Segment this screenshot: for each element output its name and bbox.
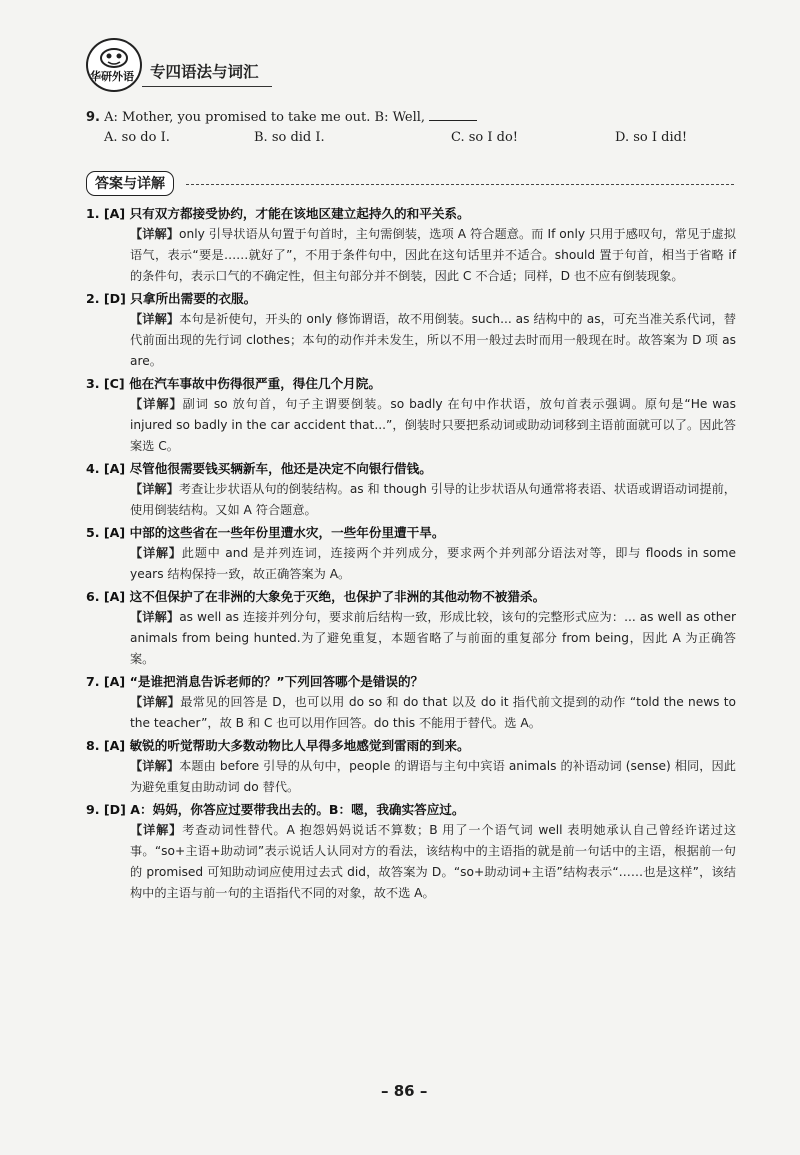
option-a: A. so do I. [104, 130, 170, 145]
detail-text: 此题中 and 是并列连词，连接两个并列成分，要求两个并列部分语法对等，即与 floods in some years 结构保持一致，故正确答案为 A。 [130, 546, 736, 581]
answer-item [86, 672, 736, 734]
detail-text: 最常见的回答是 D，也可以用 do so 和 do that 以及 do it 指代前文提到的动作 “told the news to the teacher”，故 B 和 C 也可以用作回答。do this 不能用于替代。选 A。 [130, 695, 736, 730]
answer-item [86, 587, 736, 670]
detail-tag: 【详解】 [130, 482, 179, 496]
detail-tag: 【详解】 [130, 312, 180, 326]
detail-tag: 【详解】 [130, 546, 182, 560]
answer-heading: 2. [D] 只拿所出需要的衣服。 [86, 291, 257, 306]
detail-tag: 【详解】 [130, 610, 180, 624]
answer-heading: 6. [A] 这不但保护了在非洲的大象免于灭绝，也保护了非洲的其他动物不被猎杀。 [86, 589, 546, 604]
detail-tag: 【详解】 [130, 227, 180, 241]
answer-explanation [130, 394, 736, 457]
answer-heading: 4. [A] 尽管他很需要钱买辆新车，他还是决定不向银行借钱。 [86, 461, 432, 476]
answer-item [86, 800, 736, 904]
detail-tag: 【详解】 [130, 823, 183, 837]
question-text: A: Mother, you promised to take me out. B: Well, [104, 110, 426, 125]
answer-explanation [130, 820, 736, 904]
answer-explanation [130, 756, 736, 798]
detail-text: 本句是祈使句，开头的 only 修饰谓语，故不用倒装。such... as 结构中的 as，可充当准关系代词，替代前面出现的先行词 clothes；本句的动作并未发生，所以不用一般过去时而用一般现在时。故答案为 D 项 as are。 [130, 312, 736, 368]
section-divider [186, 184, 734, 185]
answer-explanation [130, 692, 736, 734]
answer-explanation [130, 224, 736, 287]
detail-tag: 【详解】 [130, 759, 180, 773]
answer-heading: 1. [A] 只有双方都接受协约，才能在该地区建立起持久的和平关系。 [86, 206, 470, 221]
page-header-title: 专四语法与词汇 [150, 63, 259, 81]
option-d: D. so I did! [615, 130, 688, 145]
detail-text: 考查动词性替代。A 抱怨妈妈说话不算数；B 用了一个语气词 well 表明她承认自己曾经许诺过这事。“so+主语+助动词”表示说话人认同对方的看法，该结构中的主语指的就是前一句话中的主语，根据前一句的 promised 可知助动词应使用过去式 did，故答案为 D。“so+助动词+主语”结构表示“……也是这样”，该结构中的主语与前一句的主语指代不同的对象，故不选 A。 [130, 823, 737, 900]
logo-text: 华研外语 [90, 70, 134, 83]
detail-text: 本题由 before 引导的从句中，people 的谓语与主句中宾语 animals 的补语动词 (sense) 相同，因此为避免重复由助动词 do 替代。 [130, 759, 736, 794]
answer-blank [429, 108, 477, 121]
answer-heading: 9. [D] A：妈妈，你答应过要带我出去的。B：嗯，我确实答应过。 [86, 802, 465, 817]
detail-tag: 【详解】 [130, 695, 181, 709]
answer-list [86, 204, 736, 906]
detail-text: as well as 连接并列分句，要求前后结构一致，形成比较，该句的完整形式应为：... as well as other animals from being hunted.为了避免重复，本题省略了与前面的重复部分 from being，因此 A 为正确答案。 [130, 610, 736, 666]
detail-text: 副词 so 放句首，句子主谓要倒装。so badly 在句中作状语，放句首表示强调。原句是“He was injured so badly in the car accident that...”，倒装时只要把系动词或助动词移到主语前面就可以了。因此答案选 C。 [130, 397, 736, 453]
answer-item [86, 204, 736, 287]
option-b: B. so did I. [254, 130, 325, 145]
header-underline [142, 86, 272, 87]
answer-heading: 3. [C] 他在汽车事故中伤得很严重，得住几个月院。 [86, 376, 381, 391]
answer-heading: 5. [A] 中部的这些省在一些年份里遭水灾，一些年份里遭干旱。 [86, 525, 445, 540]
answer-explanation [130, 479, 736, 521]
option-c: C. so I do! [451, 130, 519, 145]
detail-text: only 引导状语从句置于句首时，主句需倒装，选项 A 符合题意。而 If only 只用于感叹句，常见于虚拟语气，表示“要是……就好了”，不用于条件句中，因此在这句话里并不适合。should 置于句首，相当于省略 if 的条件句，表示口气的不确定性，但主句部分并不倒装，因此 C 不合适；同样，D 也不应有倒装现象。 [130, 227, 736, 283]
answer-item [86, 374, 736, 457]
answer-heading: 8. [A] 敏锐的听觉帮助大多数动物比人早得多地感觉到雷雨的到来。 [86, 738, 470, 753]
answer-explanation [130, 543, 736, 585]
answer-explanation [130, 607, 736, 670]
question-stem [86, 108, 477, 125]
detail-text: 考查让步状语从句的倒装结构。as 和 though 引导的让步状语从句通常将表语、状语或谓语动词提前，使用倒装结构。又如 A 符合题意。 [130, 482, 736, 517]
answer-heading: 7. [A] “是谁把消息告诉老师的？”下列回答哪个是错误的？ [86, 674, 424, 689]
detail-tag: 【详解】 [130, 397, 183, 411]
answer-explanation [130, 309, 736, 372]
answer-item [86, 459, 736, 521]
page-number: – 86 – [381, 1082, 428, 1100]
section-title: 答案与详解 [86, 171, 174, 196]
answer-item [86, 289, 736, 372]
answer-item [86, 523, 736, 585]
answer-item [86, 736, 736, 798]
question-number: 9. [86, 110, 100, 125]
